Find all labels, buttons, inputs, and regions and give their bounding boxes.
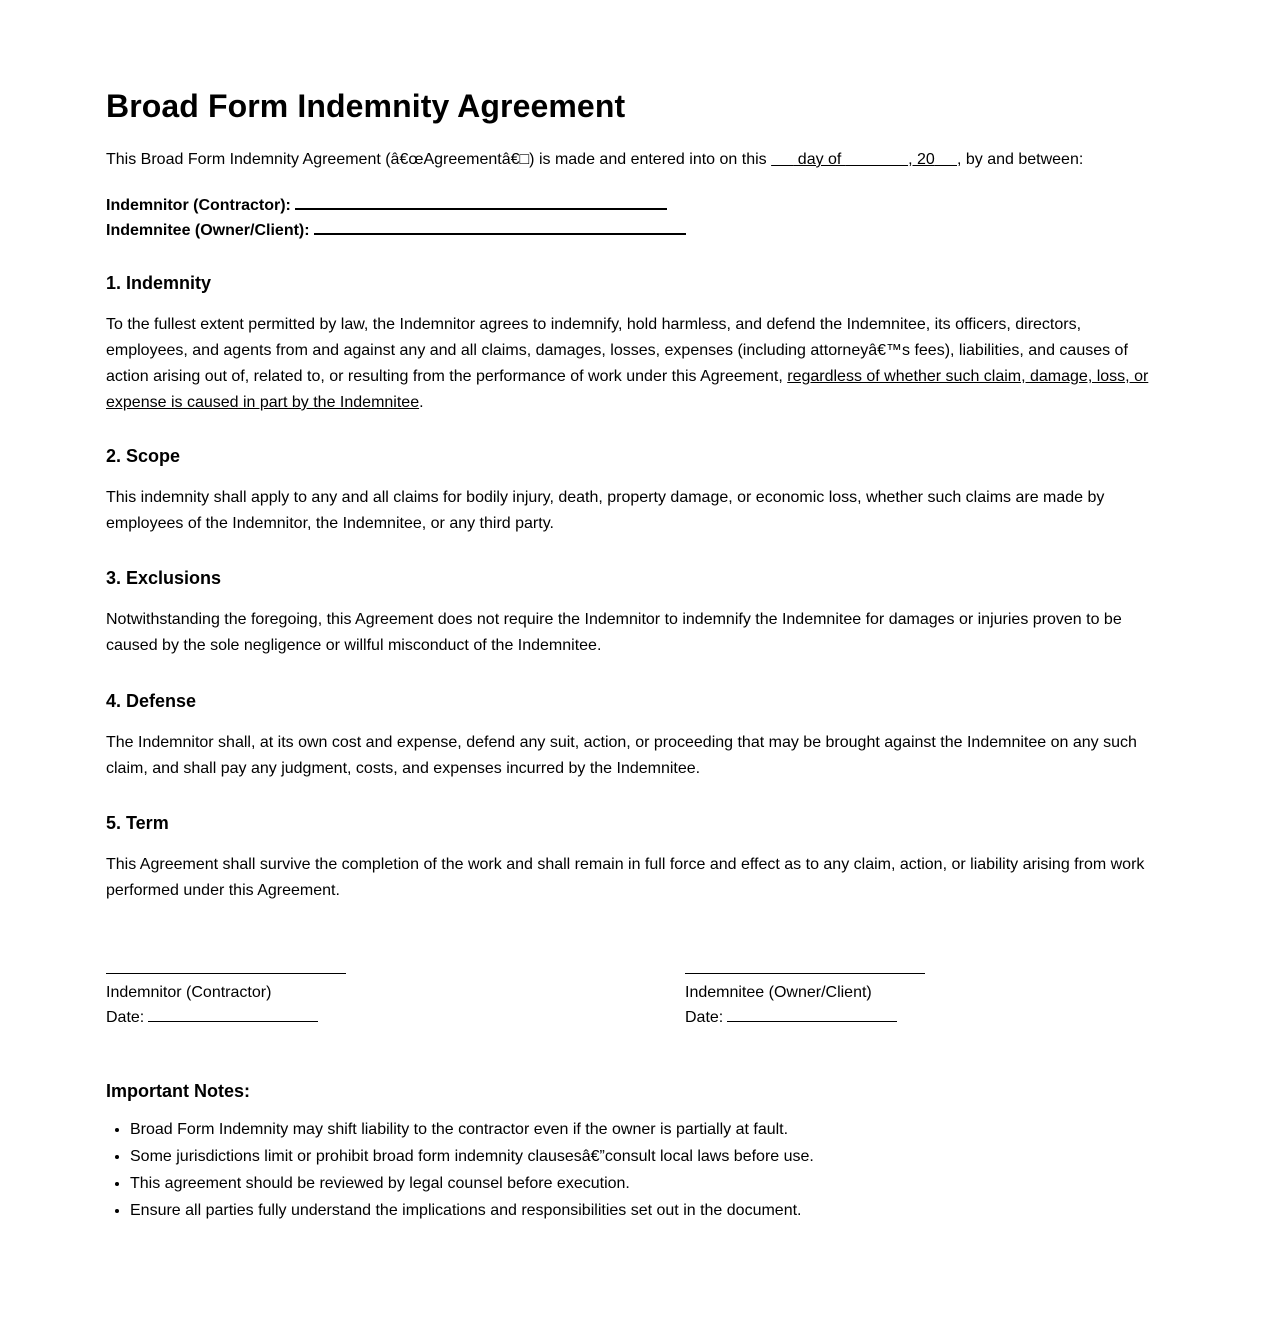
date-label: Date: <box>106 1009 145 1026</box>
section-heading: 5. Term <box>106 813 169 833</box>
intro-prefix: This Broad Form Indemnity Agreement (â€œAgreementâ€□) is made and entered into on this <box>106 151 772 168</box>
list-item: • Ensure all parties fully understand the implications and responsibilities set out in the document. <box>130 1197 814 1224</box>
year-blank <box>935 151 957 168</box>
section-text: Notwithstanding the foregoing, this Agreement does not require the Indemnitor to indemnify the Indemnitee for damages or injuries proven to be caused by the sole negligence or willful misconduct of the Indemnitee. <box>106 611 1122 654</box>
section-text: This Agreement shall survive the completion of the work and shall remain in full force and effect as to any claim, action, or liability arising from work performed under this Agreement. <box>106 856 1145 899</box>
section-text-part: To the fullest extent permitted by law, the Indemnitor agrees to indemnify, hold harmless, and defend the Indemnitee, its officers, directors, employees, and agents from and against any and all claims, damages, losses, expenses (including attorneyâ€™s fees), liabilities, and causes of action arising out of, related to, or resulting from the performance of work under this Agreement, <box>106 316 1128 385</box>
month-blank <box>846 151 908 168</box>
day-label: day of <box>793 151 846 168</box>
section-heading: 1. Indemnity <box>106 273 212 293</box>
date-blank <box>727 1007 897 1022</box>
document-title: Broad Form Indemnity Agreement <box>106 88 626 124</box>
indemnitee-signature-block <box>685 973 925 1030</box>
list-item: • This agreement should be reviewed by legal counsel before execution. <box>130 1170 814 1197</box>
indemnitor-label: Indemnitor (Contractor): <box>106 197 291 214</box>
signature-line <box>685 973 925 974</box>
notes-list <box>106 1116 814 1224</box>
signature-name: Indemnitee (Owner/Client) <box>685 984 872 1001</box>
section-text: The Indemnitor shall, at its own cost and expense, defend any suit, action, or proceeding that may be brought against the Indemnitee on any such claim, and shall pay any judgment, costs, and expenses incurred by the Indemnitee. <box>106 734 1137 777</box>
signature-date <box>685 1005 925 1030</box>
notes-title: Important Notes: <box>106 1081 250 1101</box>
section-heading: 3. Exclusions <box>106 568 222 588</box>
intro-paragraph <box>106 150 1083 169</box>
section-text: This indemnity shall apply to any and all claims for bodily injury, death, property damage, or economic loss, whether such claims are made by employees of the Indemnitor, the Indemnitee, or any third party. <box>106 489 1105 532</box>
indemnitor-signature-block <box>106 973 346 1030</box>
day-blank <box>771 151 793 168</box>
signature-date <box>106 1005 346 1030</box>
indemnitor-blank <box>295 194 667 210</box>
indemnitor-field <box>106 194 667 215</box>
list-item: • Broad Form Indemnity may shift liability to the contractor even if the owner is partially at fault. <box>130 1116 814 1143</box>
section-text <box>106 312 1156 416</box>
signature-name: Indemnitor (Contractor) <box>106 984 272 1001</box>
intro-suffix: , by and between: <box>956 151 1084 168</box>
indemnitee-label: Indemnitee (Owner/Client): <box>106 222 310 239</box>
list-item: • Some jurisdictions limit or prohibit broad form indemnity clausesâ€”consult local laws before use. <box>130 1143 814 1170</box>
section-heading: 2. Scope <box>106 446 181 466</box>
section-text-part: . <box>419 394 424 411</box>
section-heading: 4. Defense <box>106 691 197 711</box>
date-label: Date: <box>685 1009 724 1026</box>
indemnitee-field <box>106 219 686 240</box>
indemnitee-blank <box>314 219 686 235</box>
year-label: , 20 <box>908 151 935 168</box>
date-blank <box>148 1007 318 1022</box>
section-text-underlined: regardless of whether such claim, damage, loss, or expense is caused in part by the Indemnitee <box>106 368 1149 411</box>
signature-line <box>106 973 346 974</box>
